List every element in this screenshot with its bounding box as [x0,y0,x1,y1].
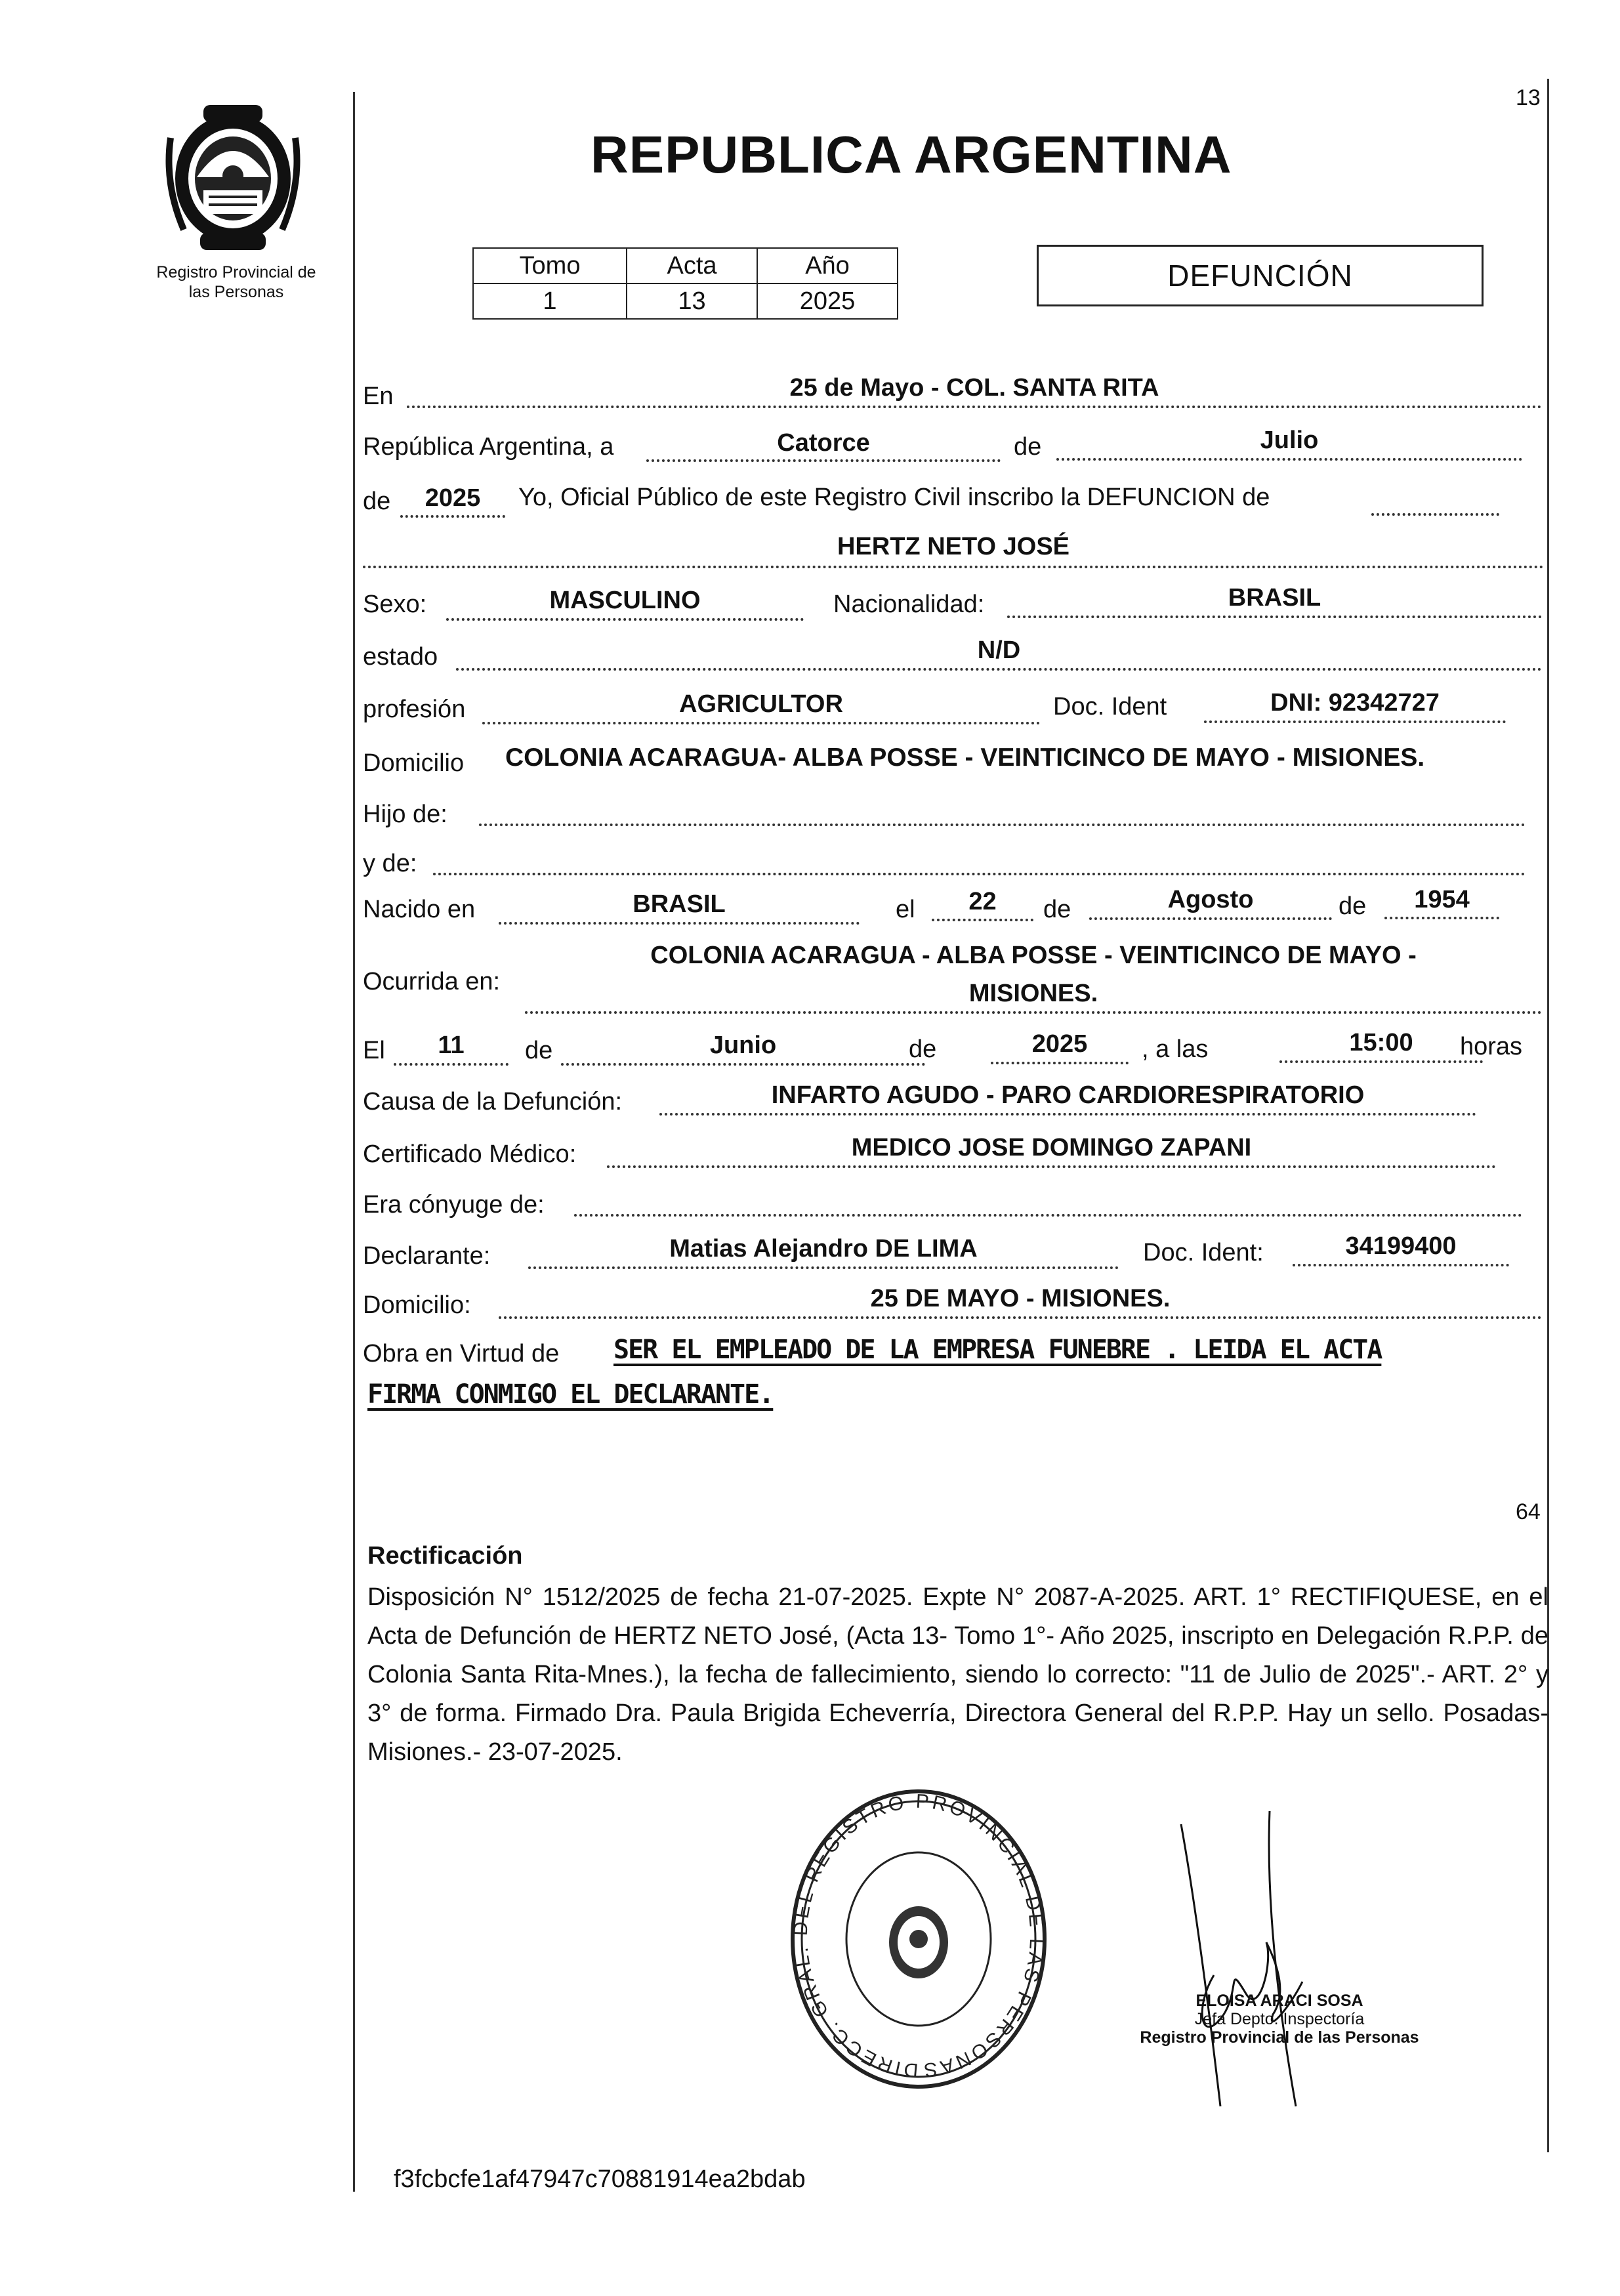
dotted-line [407,406,1542,408]
registry-caption-line1: Registro Provincial de [156,263,316,282]
certificado-label: Certificado Médico: [363,1140,577,1168]
dotted-line [394,1063,509,1066]
alas-label: , a las [1142,1035,1209,1063]
dotted-line [1204,720,1506,723]
document-hash: f3fcbcfe1af47947c70881914ea2bdab [394,2165,806,2193]
horas-label: horas [1460,1033,1523,1060]
day-words: Catorce [777,429,870,457]
de-label: de [1014,433,1042,461]
causa-value: INFARTO AGUDO - PARO CARDIORESPIRATORIO [771,1081,1365,1109]
dotted-line [433,873,1526,875]
acta-header: Acta [627,248,757,283]
dotted-line [991,1062,1129,1064]
signatory-role: Jefa Depto. Inspectoría [1194,2010,1365,2028]
dotted-line [1293,1264,1509,1266]
nacido-mes: Agosto [1167,886,1254,913]
profesion-value: AGRICULTOR [679,690,843,718]
right-margin-line [1547,79,1549,2152]
signatory-org: Registro Provincial de las Personas [1140,2028,1419,2047]
declarante-value: Matias Alejandro DE LIMA [669,1235,978,1263]
dotted-line [1007,616,1542,618]
acta-value: 13 [627,283,757,319]
record-type-box: DEFUNCIÓN [1037,245,1484,306]
dotted-line [499,1316,1542,1319]
doc-label: Doc. Ident [1053,693,1167,720]
ocurrida-label: Ocurrida en: [363,968,501,995]
registry-caption [131,262,341,302]
dotted-line [659,1113,1476,1116]
hijo-label: Hijo de: [363,801,447,828]
anio-header: Año [757,248,898,283]
en-label: En [363,383,394,410]
dotted-line [574,1214,1522,1217]
domicilio-label: Domicilio [363,749,465,777]
el2-label: El [363,1037,385,1064]
handwritten-signature [1168,1798,1339,2113]
domicilio2-label: Domicilio: [363,1291,471,1319]
sexo-label: Sexo: [363,591,427,618]
doc2-value: 34199400 [1345,1232,1457,1260]
dotted-line [932,919,1033,921]
tomo-header: Tomo [473,248,627,283]
margin-number: 64 [1516,1499,1541,1524]
nacido-dia: 22 [968,888,997,915]
dotted-line [1279,1060,1483,1063]
obra-line1: SER EL EMPLEADO DE LA EMPRESA FUNEBRE . LEIDA EL ACTA [613,1335,1382,1365]
dotted-line [1056,458,1522,461]
record-table [472,247,898,320]
conyuge-label: Era cónyuge de: [363,1191,545,1219]
obra-label: Obra en Virtud de [363,1340,560,1367]
page-number: 13 [1516,85,1541,110]
de-label-3: de [525,1037,553,1064]
dotted-line [446,618,804,621]
dotted-line [456,668,1542,671]
estado-value: N/D [977,637,1021,664]
estado-label: estado [363,643,438,671]
rectificacion-heading: Rectificación [367,1542,523,1570]
de-label-1: de [1043,896,1071,923]
registry-caption-line2: las Personas [188,283,284,301]
deceased-name: HERTZ NETO JOSÉ [837,533,1070,560]
tomo-value: 1 [473,283,627,319]
obra-line2: FIRMA CONMIGO EL DECLARANTE. [367,1379,774,1409]
ocurrida-line1: COLONIA ACARAGUA - ALBA POSSE - VEINTICINCO DE MAYO - [650,942,1417,969]
year-value: 2025 [425,484,481,512]
dotted-line [482,722,1040,724]
fallec-anio: 2025 [1031,1030,1088,1058]
signature-caption [1109,1992,1450,2047]
hora-value: 15:00 [1349,1029,1413,1056]
dotted-line [400,515,505,518]
official-seal-stamp [784,1782,1053,2097]
anio-value: 2025 [757,283,898,319]
profesion-label: profesión [363,696,466,723]
left-margin-line [353,92,355,2192]
republica-label: República Argentina, a [363,433,614,461]
dotted-line [1089,917,1332,920]
fallec-dia: 11 [438,1032,465,1059]
year-de-label: de [363,488,391,515]
dotted-line [561,1063,925,1066]
fallec-mes: Junio [709,1032,777,1059]
el-label: el [896,896,915,923]
en-value: 25 de Mayo - COL. SANTA RITA [789,374,1159,402]
nacido-anio: 1954 [1414,886,1470,913]
nacionalidad-label: Nacionalidad: [833,591,985,618]
de-label-2: de [1339,892,1367,920]
rectificacion-body: Disposición N° 1512/2025 de fecha 21-07-2025. Expte N° 2087-A-2025. ART. 1° RECTIFIQUESE, en el Acta de Defunción de HERTZ NETO José, (Acta 13- Tomo 1°- Año 2025, inscripto en Delegación R.P.P. de Colonia Santa Rita-Mnes.), la fecha de fallecimiento, siendo lo correcto: "11 de Julio de 2025".- ART. 2° y 3° de forma. Firmado Dra. Paula Brigida Echeverría, Directora General del R.P.P. Hay un sello. Posadas- Misiones.- 23-07-2025. [367,1583,1548,1766]
domicilio-value: COLONIA ACARAGUA- ALBA POSSE - VEINTICINCO DE MAYO - MISIONES. [505,743,1425,772]
dotted-line [528,1266,1119,1269]
certificado-value: MEDICO JOSE DOMINGO ZAPANI [851,1134,1252,1161]
month-value: Julio [1260,427,1319,454]
nacionalidad-value: BRASIL [1228,584,1321,612]
signatory-name: ELOISA ARACI SOSA [1195,1992,1363,2010]
sexo-value: MASCULINO [549,587,701,614]
dotted-line [363,566,1544,568]
dotted-line [607,1165,1496,1168]
dotted-line [646,459,1001,462]
dotted-line [1384,917,1499,919]
dotted-line [525,1011,1542,1014]
yde-label: y de: [363,850,417,877]
causa-label: Causa de la Defunción: [363,1088,623,1116]
nacido-lugar: BRASIL [633,890,726,918]
dotted-line [1371,513,1499,516]
document-title: REPUBLICA ARGENTINA [591,125,1232,184]
svg-text:DIRECC. GRAL. DEL REGISTRO PRO: DIRECC. GRAL. DEL REGISTRO PROVINCIAL DE LAS PERSONAS [789,1790,1048,2081]
provincial-coat-of-arms-logo [157,98,308,256]
doc2-label: Doc. Ident: [1143,1239,1264,1266]
yo-text: Yo, Oficial Público de este Registro Civil inscribo la DEFUNCION de [518,484,1270,511]
nacido-label: Nacido en [363,896,476,923]
dotted-line [499,922,860,925]
ocurrida-line2: MISIONES. [968,980,1098,1007]
dotted-line [479,824,1526,826]
doc-value: DNI: 92342727 [1270,689,1440,717]
declarante-label: Declarante: [363,1242,491,1270]
de-label-4: de [909,1035,937,1063]
domicilio2-value: 25 DE MAYO - MISIONES. [870,1285,1171,1312]
